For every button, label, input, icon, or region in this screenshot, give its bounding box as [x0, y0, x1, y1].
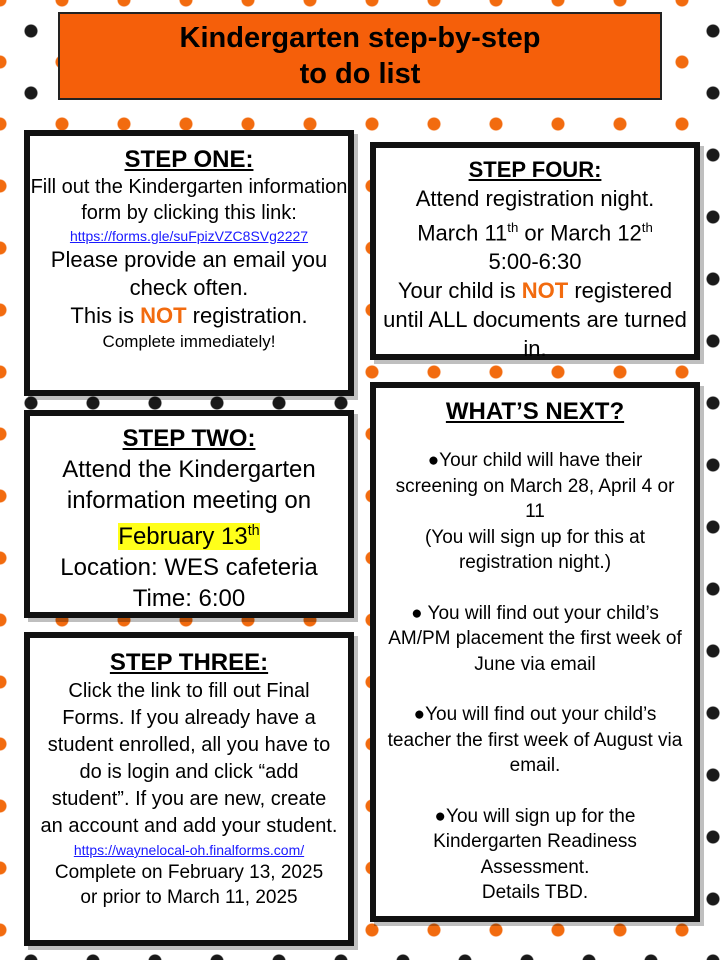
reg-date-1: March 11 [417, 220, 508, 246]
title-line-2: to do list [299, 58, 421, 90]
step-one-box [24, 130, 354, 396]
complete-date-b: or prior to March 11, 2025 [80, 887, 298, 908]
page-title [58, 12, 662, 100]
step-one-not-registration [30, 302, 348, 330]
step-two-date-line [30, 516, 348, 552]
registration-time: 5:00-6:30 [488, 249, 582, 275]
step-one-instructions: Fill out the Kindergarten information form by clicking this link: [30, 176, 348, 224]
assessment-details: Details TBD. [481, 882, 589, 903]
step-two-box [24, 410, 354, 618]
screening-note: (You will sign up for this at registration night.) [424, 526, 646, 573]
next-item-screening [384, 448, 686, 576]
step-one-heading: STEP ONE: [124, 146, 254, 173]
next-item-placement: ● You will find out your child’s AM/PM placement the first week of June via email [388, 602, 682, 675]
step-three-box [24, 632, 354, 946]
reg-date-2: March 12 [550, 220, 642, 246]
registration-dates [376, 213, 694, 247]
next-item-assessment [384, 804, 686, 906]
meeting-location: Location: WES cafeteria [60, 554, 318, 581]
step-three-text: Click the link to fill out Final Forms. If you already have a student enrolled, all you have to do is login and click “add student”. If you are new, create an account and add your student. [40, 680, 338, 837]
reg-date-1-suffix: th [507, 220, 519, 235]
reg-date-or: or [518, 220, 551, 246]
step-three-heading: STEP THREE: [109, 649, 269, 676]
not-reg-pre: This is [70, 303, 141, 328]
final-forms-link[interactable]: https://waynelocal-oh.finalforms.com/ [73, 842, 305, 858]
step-four-box [370, 142, 700, 360]
step-four-heading: STEP FOUR: [468, 157, 602, 182]
step-one-complete-note: Complete immediately! [102, 332, 276, 351]
step-two-text: Attend the Kindergarten information meeting on [62, 456, 316, 514]
assessment-text: ●You will sign up for the Kindergarten Readiness Assessment. [433, 805, 637, 878]
screening-text: ●Your child will have their screening on March 28, April 4 or 11 [395, 450, 675, 522]
step-two-heading: STEP TWO: [122, 425, 256, 452]
info-form-link[interactable]: https://forms.gle/suFpizVZC8SVg2227 [69, 228, 309, 244]
whats-next-box [370, 382, 700, 922]
step-four-line1: Attend registration night. [415, 186, 655, 211]
meeting-date-suffix: th [247, 523, 260, 539]
reg-warn-pre: Your child is [397, 278, 522, 304]
not-reg-post: registration. [186, 303, 308, 328]
whats-next-heading: WHAT’S NEXT? [445, 398, 625, 425]
reg-not-emphasis: NOT [521, 278, 569, 304]
reg-warn-post: registered until ALL documents are turned in. [383, 278, 687, 362]
meeting-date-highlight [118, 523, 259, 550]
registration-warning [376, 276, 694, 363]
meeting-time: Time: 6:00 [132, 585, 246, 612]
complete-date-a: Complete on February 13, 2025 [54, 862, 324, 883]
next-item-teacher: ●You will find out your child’s teacher the first week of August via email. [387, 704, 683, 776]
not-emphasis: NOT [140, 303, 187, 328]
reg-date-2-suffix: th [641, 220, 653, 235]
title-line-1: Kindergarten step-by-step [179, 22, 541, 54]
step-one-email-note: Please provide an email you check often. [50, 247, 328, 300]
meeting-date: February 13 [118, 523, 248, 550]
